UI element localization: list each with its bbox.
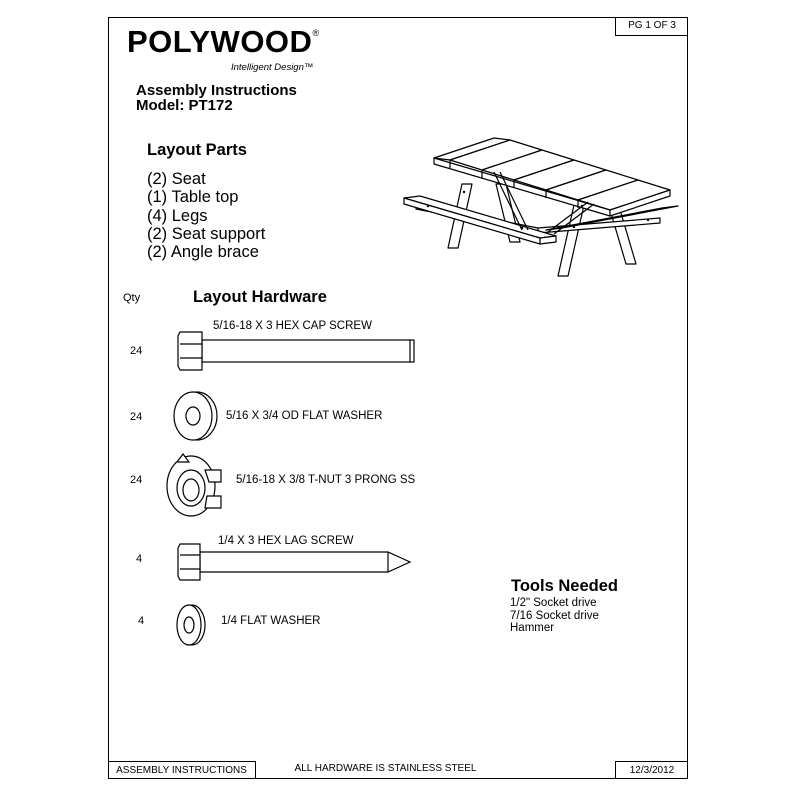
brand-logo [127,24,320,60]
picnic-table-illustration-icon [398,132,688,282]
hardware-label: 1/4 X 3 HEX LAG SCREW [218,535,354,547]
part-item: (2) Angle brace [147,243,259,262]
flat-washer-icon [173,390,219,442]
footer-doc-type-box [108,761,256,779]
brand-name: POLYWOOD [127,24,313,59]
page-number-box [615,17,688,36]
tool-item: 1/2" Socket drive [510,597,597,609]
model-number: Model: PT172 [136,97,233,114]
footer-date-box [615,761,688,779]
hardware-label: 5/16-18 X 3/8 T-NUT 3 PRONG SS [236,474,416,486]
part-item: (2) Seat [147,170,206,188]
part-item: (4) Legs [147,206,208,225]
layout-hardware-heading: Layout Hardware [193,288,327,306]
document-title: Assembly Instructions [136,82,297,99]
tool-item: Hammer [510,622,555,635]
qty-header: Qty [123,292,141,304]
hardware-qty: 24 [130,411,143,423]
registered-mark: ® [312,28,320,38]
lag-screw-icon [178,542,412,582]
hardware-qty: 4 [138,615,145,627]
footer-note: ALL HARDWARE IS STAINLESS STEEL [294,763,477,774]
small-washer-icon [175,602,207,648]
hardware-label: 5/16-18 X 3 HEX CAP SCREW [213,320,372,332]
layout-parts-heading: Layout Parts [147,141,247,159]
footer-date: 12/3/2012 [629,765,675,776]
footer-doc-type: ASSEMBLY INSTRUCTIONS [116,765,247,776]
hardware-qty: 24 [130,345,143,357]
hex-cap-screw-icon [178,330,418,372]
tools-needed-heading: Tools Needed [511,577,618,595]
hardware-qty: 4 [136,553,143,565]
parts-list [147,170,265,261]
page-number: PG 1 OF 3 [628,20,676,31]
hardware-label: 1/4 FLAT WASHER [221,615,321,627]
part-item: (1) Table top [147,188,239,207]
brand-tagline: Intelligent Design™ [231,62,314,73]
tools-list [510,597,599,635]
t-nut-icon [163,452,233,520]
hardware-qty: 24 [130,474,143,486]
tool-item: 7/16 Socket drive [510,609,599,622]
hardware-label: 5/16 X 3/4 OD FLAT WASHER [226,410,383,422]
part-item: (2) Seat support [147,224,266,243]
